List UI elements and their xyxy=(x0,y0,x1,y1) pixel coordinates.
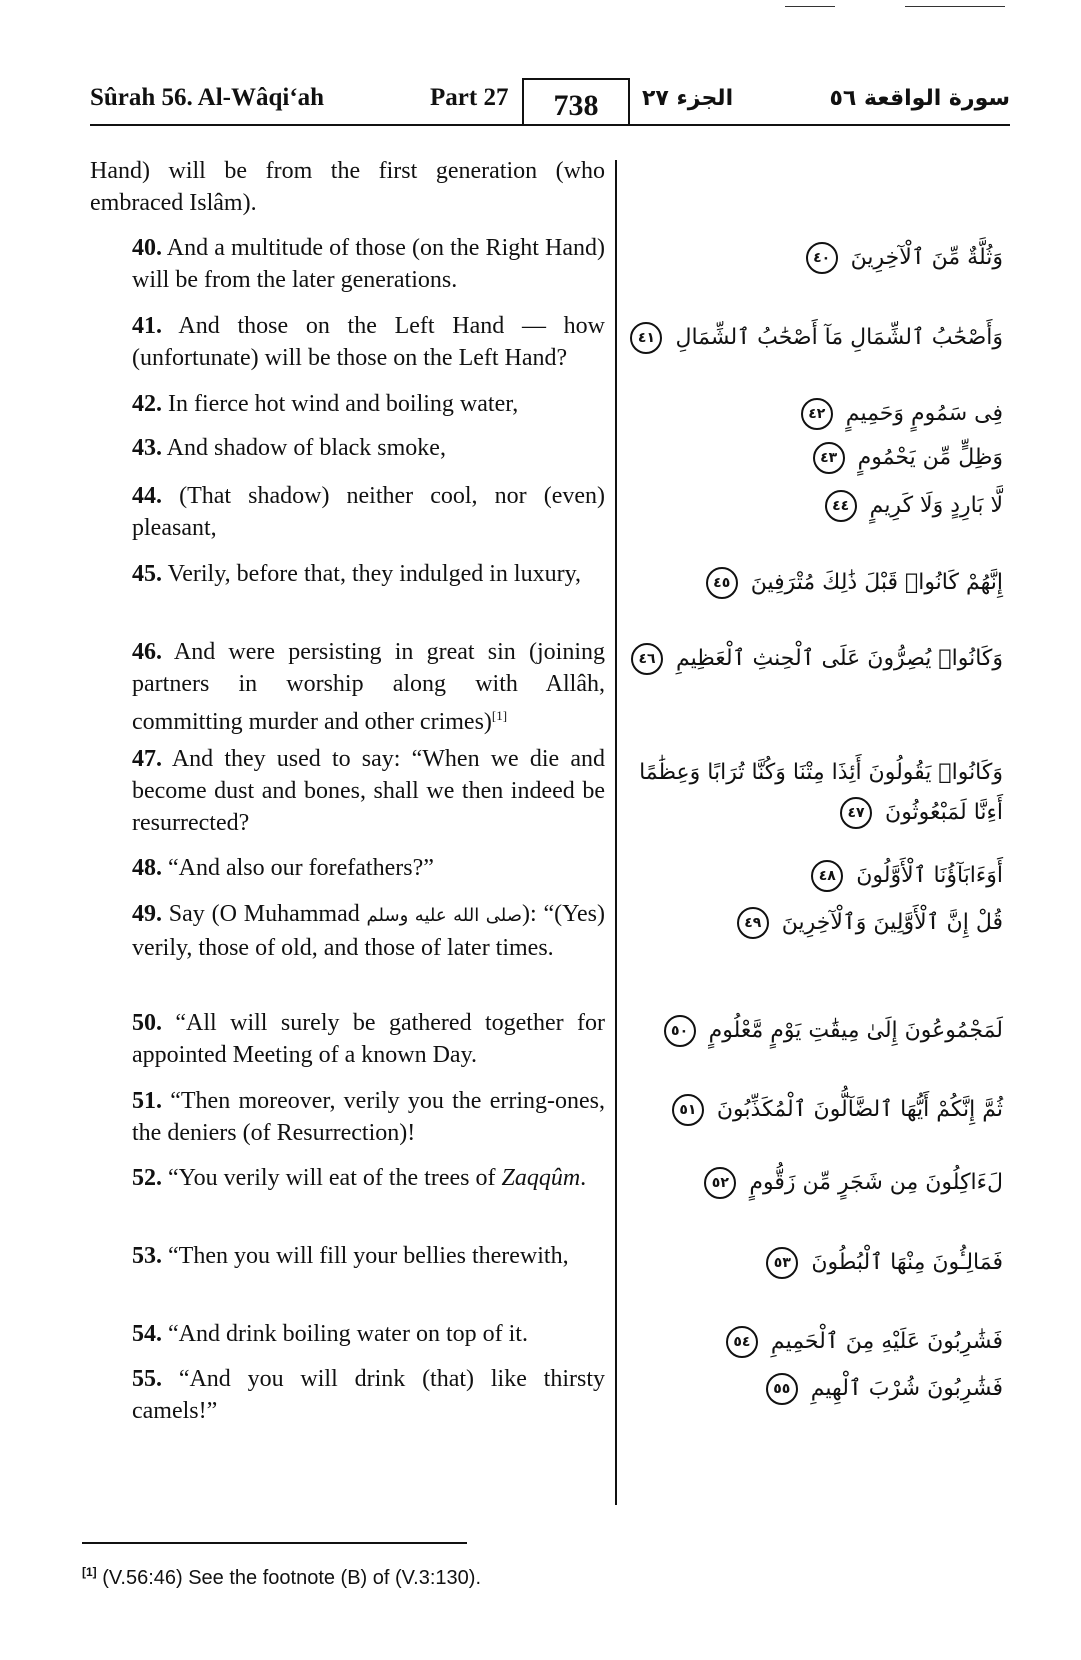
verse-number: 48. xyxy=(132,855,162,881)
ayah-number-marker: ٤٧ xyxy=(840,797,872,829)
verse-number: 55. xyxy=(132,1366,162,1392)
footnote: [1] (V.56:46) See the footnote (B) of (V.3:130). xyxy=(82,1565,481,1589)
ayah-number-marker: ٤٠ xyxy=(806,242,838,274)
arabic-verse-50: لَمَجْمُوعُونَ إِلَىٰ مِيقَٰتِ يَوْمٍ مَّعْلُومٍ ٥٠ xyxy=(673,1013,1003,1049)
ayah-number-marker: ٤٢ xyxy=(801,398,833,430)
ayah-number-marker: ٥٥ xyxy=(766,1373,798,1405)
ayah-number-marker: ٤٦ xyxy=(631,643,663,675)
verse-53: 53. “Then you will fill your bellies therewith, xyxy=(132,1243,569,1269)
arabic-verse-52: لَءَاكِلُونَ مِن شَجَرٍ مِّن زَقُّومٍ ٥٢ xyxy=(673,1165,1003,1201)
ayah-number-marker: ٥٢ xyxy=(704,1167,736,1199)
footnote-rule xyxy=(82,1542,467,1544)
ayah-number-marker: ٤٨ xyxy=(811,860,843,892)
verse-39-cont: Hand) will be from the first generation (who embraced Islâm). xyxy=(90,158,605,216)
verse-43: 43. And shadow of black smoke, xyxy=(132,435,446,461)
ayah-number-marker: ٥١ xyxy=(672,1094,704,1126)
footnote-ref[interactable]: [1] xyxy=(491,708,508,723)
verse-number: 41. xyxy=(132,313,162,339)
part-label-ar: الجزء ٢٧ xyxy=(642,86,734,111)
ayah-number-marker: ٤٥ xyxy=(706,567,738,599)
arabic-verse-54: فَشَٰرِبُونَ عَلَيْهِ مِنَ ٱلْحَمِيمِ ٥٤ xyxy=(673,1324,1003,1360)
page-number: 738 xyxy=(522,78,630,126)
verse-49: 49. Say (O Muhammad صلى الله عليه وسلم): “(Yes) verily, those of old, and those of later times. xyxy=(132,901,606,961)
ayah-number-marker: ٥٤ xyxy=(726,1326,758,1358)
ayah-number-marker: ٥٠ xyxy=(664,1015,696,1047)
verse-number: 46. xyxy=(132,639,162,665)
verse-number: 51. xyxy=(132,1088,162,1114)
verse-number: 47. xyxy=(132,746,162,772)
footnote-marker: [1] xyxy=(82,1565,97,1579)
ayah-number-marker: ٤٩ xyxy=(737,907,769,939)
arabic-verse-41: وَأَصْحَٰبُ ٱلشِّمَالِ مَآ أَصْحَٰبُ ٱلشِّمَالِ ٤١ xyxy=(673,320,1003,356)
verse-51: 51. “Then moreover, verily you the erring-ones, the deniers (of Resurrection)! xyxy=(132,1088,605,1146)
ayah-number-marker: ٤٤ xyxy=(825,490,857,522)
verse-48: 48. “And also our forefathers?” xyxy=(132,855,434,881)
verse-42: 42. In fierce hot wind and boiling water, xyxy=(132,391,519,417)
top-rule-2 xyxy=(905,6,1005,7)
arabic-verse-51: ثُمَّ إِنَّكُمْ أَيُّهَا ٱلضَّآلُّونَ ٱلْمُكَذِّبُونَ ٥١ xyxy=(673,1092,1003,1128)
verse-number: 50. xyxy=(132,1010,162,1036)
verse-50: 50. “All will surely be gathered together for appointed Meeting of a known Day. xyxy=(132,1010,605,1068)
ayah-number-marker: ٤٣ xyxy=(813,442,845,474)
verse-46: 46. And were persisting in great sin (joining partners in worship along with Allâh, committing murder and other crimes)[1] xyxy=(132,639,605,735)
arabic-verse-49: قُلْ إِنَّ ٱلْأَوَّلِينَ وَٱلْآخِرِينَ ٤٩ xyxy=(673,905,1003,941)
column-divider xyxy=(615,160,617,1505)
arabic-verse-47a: وَكَانُوا۟ يَقُولُونَ أَئِذَا مِتْنَا وَكُنَّا تُرَابًا وَعِظَٰمًا xyxy=(639,760,1003,785)
ayah-number-marker: ٥٣ xyxy=(766,1247,798,1279)
verse-41: 41. And those on the Left Hand — how (unfortunate) will be those on the Left Hand? xyxy=(132,313,605,371)
top-rule-1 xyxy=(785,6,835,7)
verse-45: 45. Verily, before that, they indulged in luxury, xyxy=(132,561,582,587)
verse-number: 52. xyxy=(132,1165,162,1191)
arabic-verse-42: فِى سَمُومٍ وَحَمِيمٍ ٤٢ xyxy=(673,396,1003,432)
verse-44: 44. (That shadow) neither cool, nor (even) pleasant, xyxy=(132,483,605,541)
verse-47: 47. And they used to say: “When we die and become dust and bones, shall we then indeed be resurrected? xyxy=(132,746,605,836)
arabic-verse-55: فَشَٰرِبُونَ شُرْبَ ٱلْهِيمِ ٥٥ xyxy=(673,1371,1003,1407)
arabic-verse-40: وَثُلَّةٌ مِّنَ ٱلْآخِرِينَ ٤٠ xyxy=(673,240,1003,276)
verse-52: 52. “You verily will eat of the trees of Zaqqûm. xyxy=(132,1165,587,1191)
arabic-verse-43: وَظِلٍّ مِّن يَحْمُومٍ ٤٣ xyxy=(673,440,1003,476)
verse-number: 43. xyxy=(132,435,162,461)
verse-number: 54. xyxy=(132,1321,162,1347)
arabic-verse-47b: أَءِنَّا لَمَبْعُوثُونَ ٤٧ xyxy=(673,795,1003,831)
verse-40: 40. And a multitude of those (on the Right Hand) will be from the later generations. xyxy=(132,235,605,293)
arabic-verse-53: فَمَالِـُٔونَ مِنْهَا ٱلْبُطُونَ ٥٣ xyxy=(673,1245,1003,1281)
verse-number: 53. xyxy=(132,1243,162,1269)
arabic-verse-44: لَّا بَارِدٍ وَلَا كَرِيمٍ ٤٤ xyxy=(673,488,1003,524)
verse-number: 42. xyxy=(132,391,162,417)
salutation-arabic: صلى الله عليه وسلم xyxy=(366,905,522,926)
part-label-en: Part 27 xyxy=(430,84,509,111)
verse-55: 55. “And you will drink (that) like thirsty camels!” xyxy=(132,1366,605,1424)
verse-number: 49. xyxy=(132,901,162,927)
arabic-verse-48: أَوَءَابَآؤُنَا ٱلْأَوَّلُونَ ٤٨ xyxy=(673,858,1003,894)
verse-number: 45. xyxy=(132,561,162,587)
header-rule xyxy=(90,124,1010,126)
surah-title-ar: سورة الواقعة ٥٦ xyxy=(829,86,1010,111)
surah-title-en: Sûrah 56. Al-Wâqi‘ah xyxy=(90,84,325,111)
arabic-verse-46: وَكَانُوا۟ يُصِرُّونَ عَلَى ٱلْحِنثِ ٱلْعَظِيمِ ٤٦ xyxy=(673,641,1003,677)
ayah-number-marker: ٤١ xyxy=(630,322,662,354)
arabic-verse-45: إِنَّهُمْ كَانُوا۟ قَبْلَ ذَٰلِكَ مُتْرَفِينَ ٤٥ xyxy=(673,565,1003,601)
verse-number: 44. xyxy=(132,483,162,509)
verse-54: 54. “And drink boiling water on top of it. xyxy=(132,1321,528,1347)
verse-number: 40. xyxy=(132,235,162,261)
